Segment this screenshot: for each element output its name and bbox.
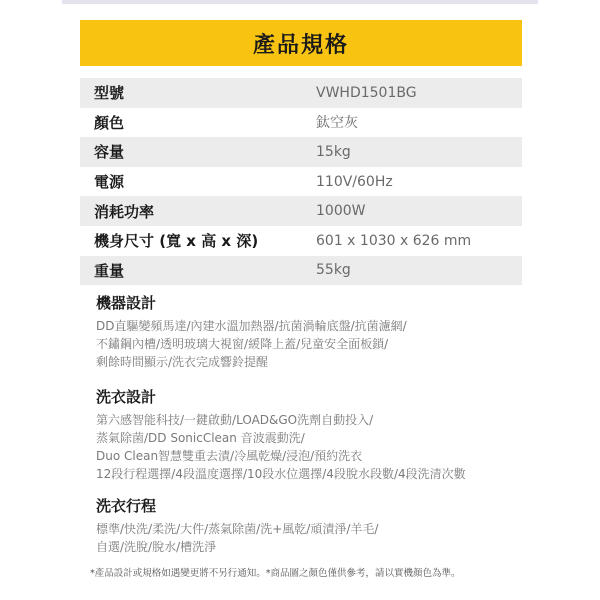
section-line: Duo Clean智慧雙重去漬/冷風乾燥/浸泡/預約洗衣 — [96, 449, 363, 463]
spec-header-banner — [80, 20, 522, 66]
section-washing-design — [96, 386, 526, 483]
section-title: 洗衣行程 — [96, 497, 157, 515]
spec-value: 1000W — [316, 203, 366, 220]
spec-row-power-source — [80, 167, 522, 197]
section-line: 蒸氣除菌/DD SonicClean 音波震動洗/ — [96, 431, 305, 445]
section-line: 標準/快洗/柔洗/大件/蒸氣除菌/洗+風乾/頑漬淨/羊毛/ — [96, 522, 379, 536]
spec-row-color — [80, 108, 522, 138]
spec-value: 110V/60Hz — [316, 173, 393, 190]
spec-table — [80, 78, 522, 285]
spec-row-model — [80, 78, 522, 108]
spec-row-weight — [80, 256, 522, 286]
section-line: 12段行程選擇/4段溫度選擇/10段水位選擇/4段脫水段數/4段洗清次數 — [96, 467, 466, 481]
spec-label: 顏色 — [94, 113, 125, 132]
section-line: DD直驅變頻馬達/內建水溫加熱器/抗菌渦輪底盤/抗菌濾網/ — [96, 319, 407, 333]
section-title: 機器設計 — [96, 294, 157, 312]
section-machine-design — [96, 292, 526, 371]
section-line: 不鏽鋼內槽/透明玻璃大視窗/緩降上蓋/兒童安全面板鎖/ — [96, 337, 389, 351]
spec-value: 55kg — [316, 262, 351, 279]
footnote-disclaimer: *產品設計或規格如遇變更將不另行通知。*商品圖之顏色僅供參考，請以實機顏色為準。 — [90, 568, 461, 579]
page-title: 產品規格 — [252, 32, 349, 58]
spec-label: 型號 — [94, 84, 125, 103]
spec-value: VWHD1501BG — [316, 84, 417, 101]
spec-value: 601 x 1030 x 626 mm — [316, 232, 472, 249]
spec-label: 消耗功率 — [94, 202, 155, 221]
spec-row-capacity — [80, 137, 522, 167]
spec-label: 電源 — [94, 173, 125, 192]
top-decor-strip — [62, 0, 538, 4]
section-title: 洗衣設計 — [96, 388, 157, 406]
spec-row-dimensions — [80, 226, 522, 256]
section-line: 第六感智能科技/一鍵啟動/LOAD&GO洗劑自動投入/ — [96, 413, 374, 427]
spec-value: 15kg — [316, 143, 351, 160]
section-line: 剩餘時間顯示/洗衣完成響鈴提醒 — [96, 355, 269, 369]
spec-value: 鈦空灰 — [316, 115, 358, 132]
section-line: 自選/洗脫/脫水/槽洗淨 — [96, 540, 217, 554]
spec-row-power-consumption — [80, 196, 522, 226]
section-wash-programs — [96, 495, 526, 556]
spec-label: 重量 — [94, 261, 125, 280]
spec-label: 容量 — [94, 143, 125, 162]
spec-label: 機身尺寸 (寬 x 高 x 深) — [94, 232, 259, 251]
